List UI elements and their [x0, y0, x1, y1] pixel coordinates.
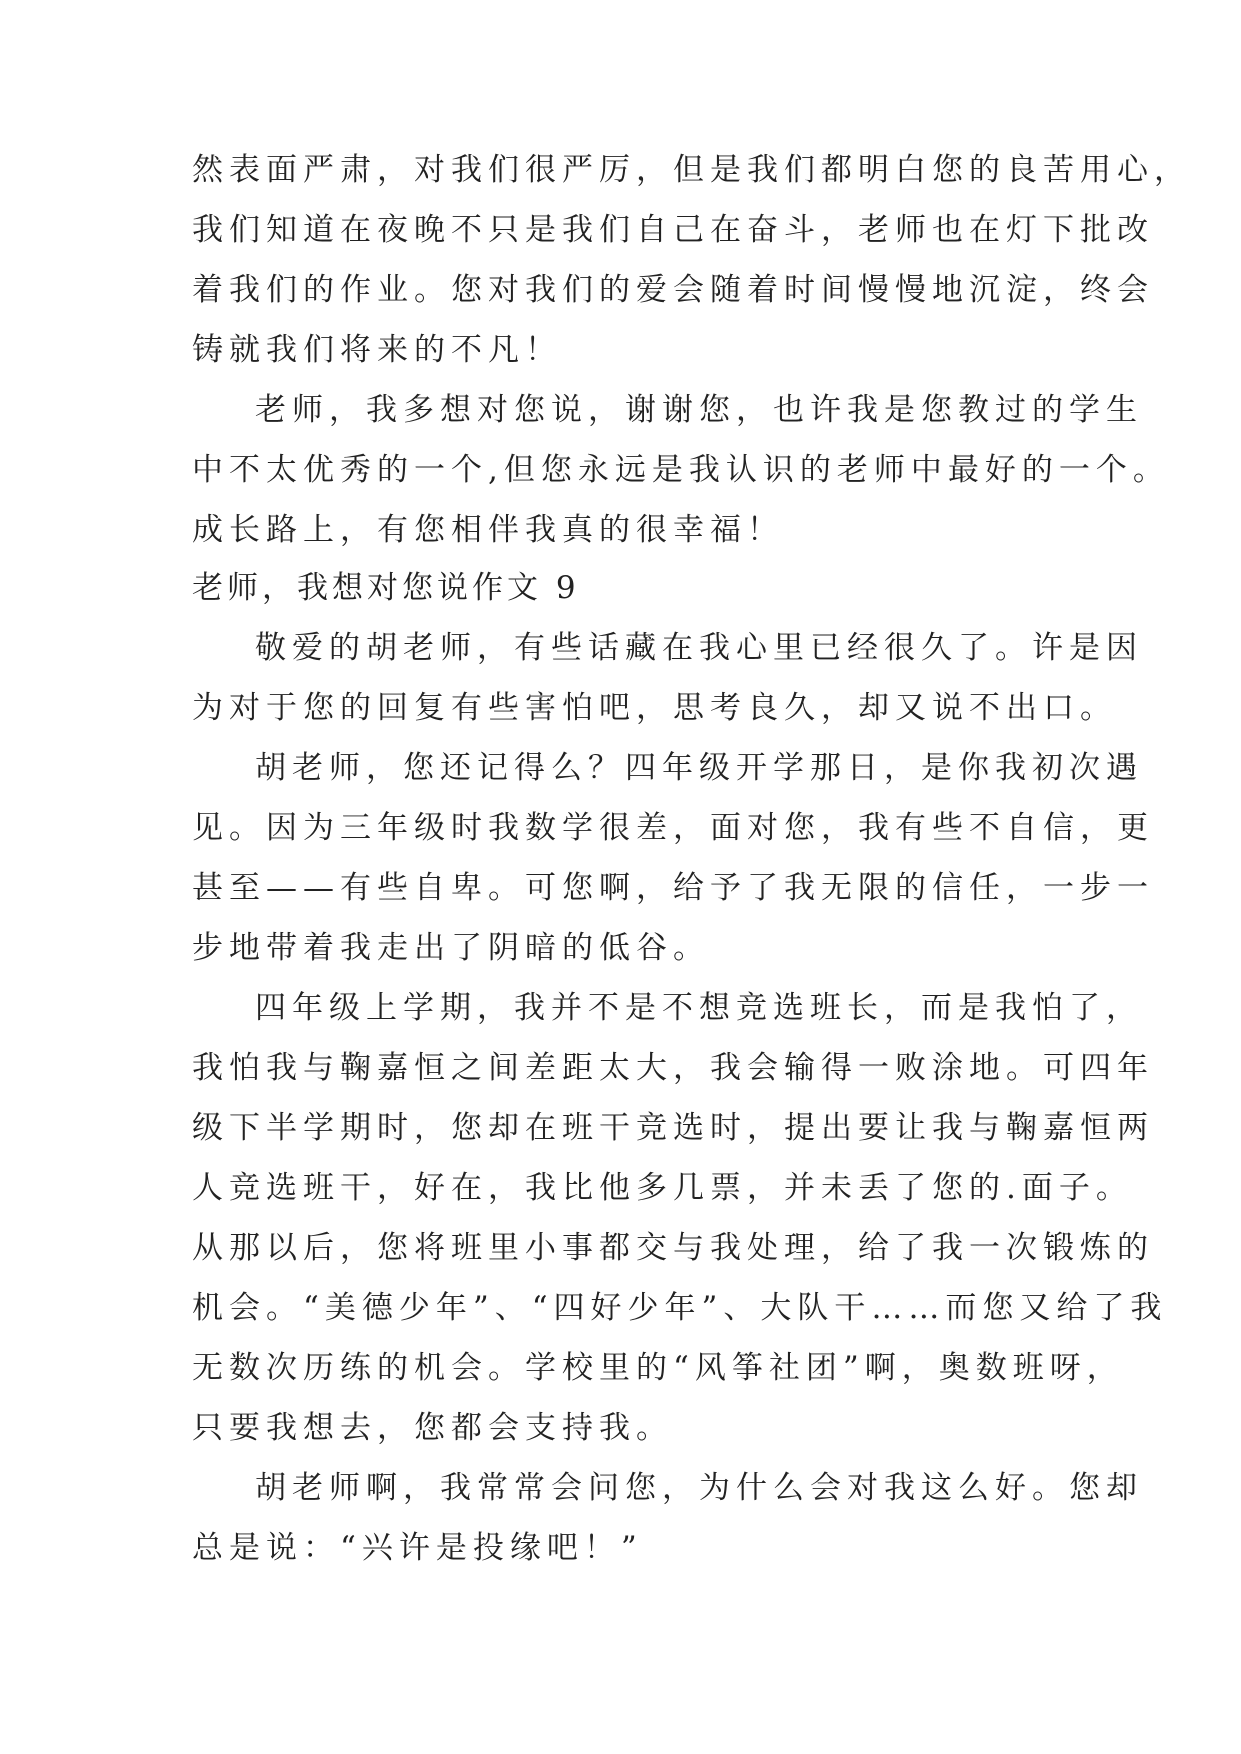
text-line: 机会。“美德少年”、“四好少年”、大队干……而您又给了我: [192, 1290, 1168, 1326]
section-heading: 老师，我想对您说作文 9: [192, 570, 580, 606]
text-line: 人竞选班干，好在，我比他多几票，并未丢了您的.面子。: [192, 1170, 1133, 1206]
paragraph-first-line: 老师，我多想对您说，谢谢您，也许我是您教过的学生: [255, 392, 1143, 428]
text-line: 中不太优秀的一个,但您永远是我认识的老师中最好的一个。: [192, 452, 1170, 488]
text-line: 我们知道在夜晚不只是我们自己在奋斗，老师也在灯下批改: [192, 212, 1154, 248]
text-line: 级下半学期时，您却在班干竞选时，提出要让我与鞠嘉恒两: [192, 1110, 1154, 1146]
text-line: 为对于您的回复有些害怕吧，思考良久，却又说不出口。: [192, 690, 1117, 726]
paragraph-first-line: 四年级上学期，我并不是不想竞选班长，而是我怕了，: [255, 990, 1143, 1026]
text-line: 然表面严肃，对我们很严厉，但是我们都明白您的良苦用心，: [192, 152, 1191, 188]
text-line: 从那以后，您将班里小事都交与我处理，给了我一次锻炼的: [192, 1230, 1154, 1266]
text-line: 总是说：“兴许是投缘吧！”: [192, 1530, 643, 1566]
text-line: 着我们的作业。您对我们的爱会随着时间慢慢地沉淀，终会: [192, 272, 1154, 308]
text-line: 只要我想去，您都会支持我。: [192, 1410, 673, 1446]
text-line: 铸就我们将来的不凡！: [192, 332, 562, 368]
text-line: 甚至——有些自卑。可您啊，给予了我无限的信任，一步一: [192, 870, 1154, 906]
text-line: 成长路上，有您相伴我真的很幸福！: [192, 512, 784, 548]
paragraph-first-line: 胡老师，您还记得么？四年级开学那日，是你我初次遇: [255, 750, 1143, 786]
paragraph-first-line: 敬爱的胡老师，有些话藏在我心里已经很久了。许是因: [255, 630, 1143, 666]
text-line: 无数次历练的机会。学校里的“风筝社团”啊，奥数班呀，: [192, 1350, 1124, 1386]
text-line: 我怕我与鞠嘉恒之间差距太大，我会输得一败涂地。可四年: [192, 1050, 1154, 1086]
text-line: 步地带着我走出了阴暗的低谷。: [192, 930, 710, 966]
text-line: 见。因为三年级时我数学很差，面对您，我有些不自信，更: [192, 810, 1154, 846]
paragraph-first-line: 胡老师啊，我常常会问您，为什么会对我这么好。您却: [255, 1470, 1143, 1506]
